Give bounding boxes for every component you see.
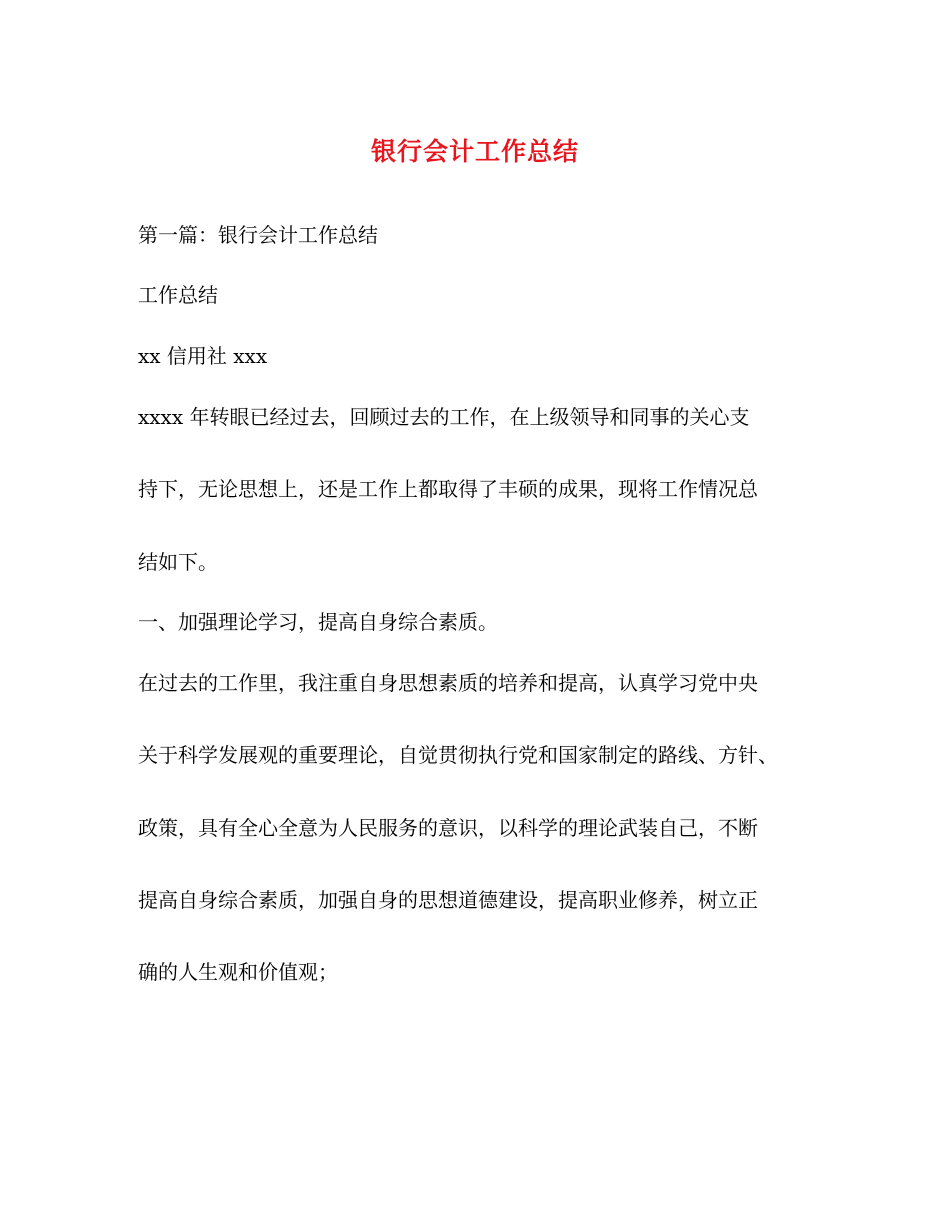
section-heading: 一、加强理论学习，提高自身综合素质。 [138, 610, 498, 634]
paragraph-line: 在过去的工作里，我注重自身思想素质的培养和提高，认真学习党中央 [138, 671, 758, 695]
paragraph-line: 结如下。 [138, 550, 218, 574]
author-line: xx 信用社 xxx [138, 344, 268, 368]
paragraph-line: 政策，具有全心全意为人民服务的意识，以科学的理论武装自己，不断 [138, 816, 758, 840]
section-heading: 第一篇：银行会计工作总结 [138, 223, 378, 247]
document-title: 银行会计工作总结 [370, 137, 579, 166]
subheading: 工作总结 [138, 283, 218, 307]
paragraph-line: 确的人生观和价值观； [138, 960, 338, 984]
paragraph-line: xxxx 年转眼已经过去，回顾过去的工作，在上级领导和同事的关心支 [138, 405, 750, 429]
paragraph-line: 关于科学发展观的重要理论，自觉贯彻执行党和国家制定的路线、方针、 [138, 743, 778, 767]
paragraph-line: 持下，无论思想上，还是工作上都取得了丰硕的成果，现将工作情况总 [138, 477, 758, 501]
paragraph-line: 提高自身综合素质，加强自身的思想道德建设，提高职业修养，树立正 [138, 888, 758, 912]
